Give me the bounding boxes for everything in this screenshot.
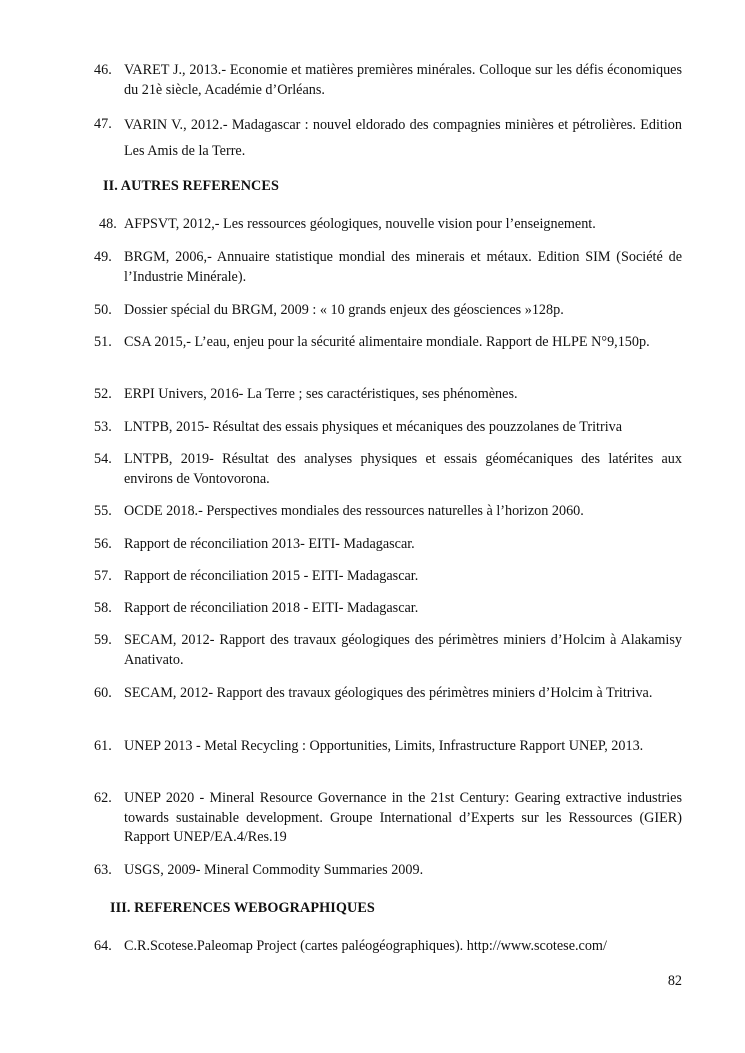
reference-item-57 xyxy=(94,567,682,587)
reference-number: 57. xyxy=(94,568,112,584)
reference-text: VARIN V., 2012.- Madagascar : nouvel eldorado des compagnies minières et pétrolières. Edition Les Amis de la Terre. xyxy=(124,117,682,159)
reference-text: SECAM, 2012- Rapport des travaux géologiques des périmètres miniers d’Holcim à Tritriva. xyxy=(124,685,653,701)
reference-number: 47. xyxy=(94,116,112,132)
reference-item-59 xyxy=(94,631,682,670)
reference-number: 56. xyxy=(94,536,112,552)
reference-number: 62. xyxy=(94,790,112,806)
section-title-autres-references: II. AUTRES REFERENCES xyxy=(103,178,279,194)
reference-number: 50. xyxy=(94,302,112,318)
reference-item-50 xyxy=(94,301,682,321)
reference-text: USGS, 2009- Mineral Commodity Summaries 2009. xyxy=(124,862,424,878)
reference-number: 55. xyxy=(94,503,112,519)
reference-item-53 xyxy=(94,418,682,438)
reference-text: Dossier spécial du BRGM, 2009 : « 10 grands enjeux des géosciences »128p. xyxy=(124,302,564,318)
reference-text: ERPI Univers, 2016- La Terre ; ses caractéristiques, ses phénomènes. xyxy=(124,386,518,402)
reference-text: OCDE 2018.- Perspectives mondiales des ressources naturelles à l’horizon 2060. xyxy=(124,503,584,519)
reference-text: UNEP 2013 - Metal Recycling : Opportunities, Limits, Infrastructure Rapport UNEP, 2013. xyxy=(124,738,644,754)
reference-number: 53. xyxy=(94,419,112,435)
reference-number: 49. xyxy=(94,249,112,265)
reference-text: LNTPB, 2019- Résultat des analyses physiques et essais géomécaniques des latérites aux environs de Vontovorona. xyxy=(124,451,682,487)
reference-number: 60. xyxy=(94,685,112,701)
reference-number: 51. xyxy=(94,334,112,350)
reference-text: Rapport de réconciliation 2018 - EITI- Madagascar. xyxy=(124,600,419,616)
reference-item-60 xyxy=(94,684,682,704)
reference-item-52 xyxy=(94,385,682,405)
reference-number: 46. xyxy=(94,62,112,78)
reference-text: AFPSVT, 2012,- Les ressources géologiques, nouvelle vision pour l’enseignement. xyxy=(124,216,596,232)
reference-text: SECAM, 2012- Rapport des travaux géologiques des périmètres miniers d’Holcim à Alakamisy Anativato. xyxy=(124,632,682,668)
reference-number: 64. xyxy=(94,938,112,954)
reference-item-64 xyxy=(94,937,682,957)
reference-item-54 xyxy=(94,450,682,489)
reference-text: CSA 2015,- L’eau, enjeu pour la sécurité alimentaire mondiale. Rapport de HLPE N°9,150p. xyxy=(124,334,650,350)
reference-item-47 xyxy=(94,112,682,164)
reference-number: 52. xyxy=(94,386,112,402)
reference-item-48 xyxy=(99,215,682,235)
reference-item-63 xyxy=(94,861,682,881)
reference-item-62 xyxy=(94,789,682,848)
reference-item-58 xyxy=(94,599,682,619)
reference-number: 59. xyxy=(94,632,112,648)
reference-text: Rapport de réconciliation 2013- EITI- Madagascar. xyxy=(124,536,415,552)
reference-number: 63. xyxy=(94,862,112,878)
section-title-references-webographiques: III. REFERENCES WEBOGRAPHIQUES xyxy=(110,900,375,916)
reference-item-51 xyxy=(94,333,682,353)
reference-text: VARET J., 2013.- Economie et matières premières minérales. Colloque sur les défis économiques du 21è siècle, Académie d’Orléans. xyxy=(124,62,682,98)
reference-number: 61. xyxy=(94,738,112,754)
reference-text: Rapport de réconciliation 2015 - EITI- Madagascar. xyxy=(124,568,419,584)
reference-item-61 xyxy=(94,737,682,757)
reference-text: BRGM, 2006,- Annuaire statistique mondial des minerais et métaux. Edition SIM (Société de l’Industrie Minérale). xyxy=(124,249,682,285)
reference-number: 54. xyxy=(94,451,112,467)
reference-number: 48. xyxy=(99,216,117,232)
reference-number: 58. xyxy=(94,600,112,616)
reference-text: C.R.Scotese.Paleomap Project (cartes paléogéographiques). http://www.scotese.com/ xyxy=(124,938,607,954)
reference-item-46 xyxy=(94,61,682,100)
reference-text: UNEP 2020 - Mineral Resource Governance in the 21st Century: Gearing extractive industries towards sustainable development. Groupe International d’Experts sur les Ressources (GIER) Rapport UNEP/EA.4/Res.19 xyxy=(124,790,682,845)
reference-item-56 xyxy=(94,535,682,555)
page-number: 82 xyxy=(667,973,682,989)
reference-item-49 xyxy=(94,248,682,287)
reference-item-55 xyxy=(94,502,682,522)
reference-text: LNTPB, 2015- Résultat des essais physiques et mécaniques des pouzzolanes de Tritriva xyxy=(124,419,623,435)
